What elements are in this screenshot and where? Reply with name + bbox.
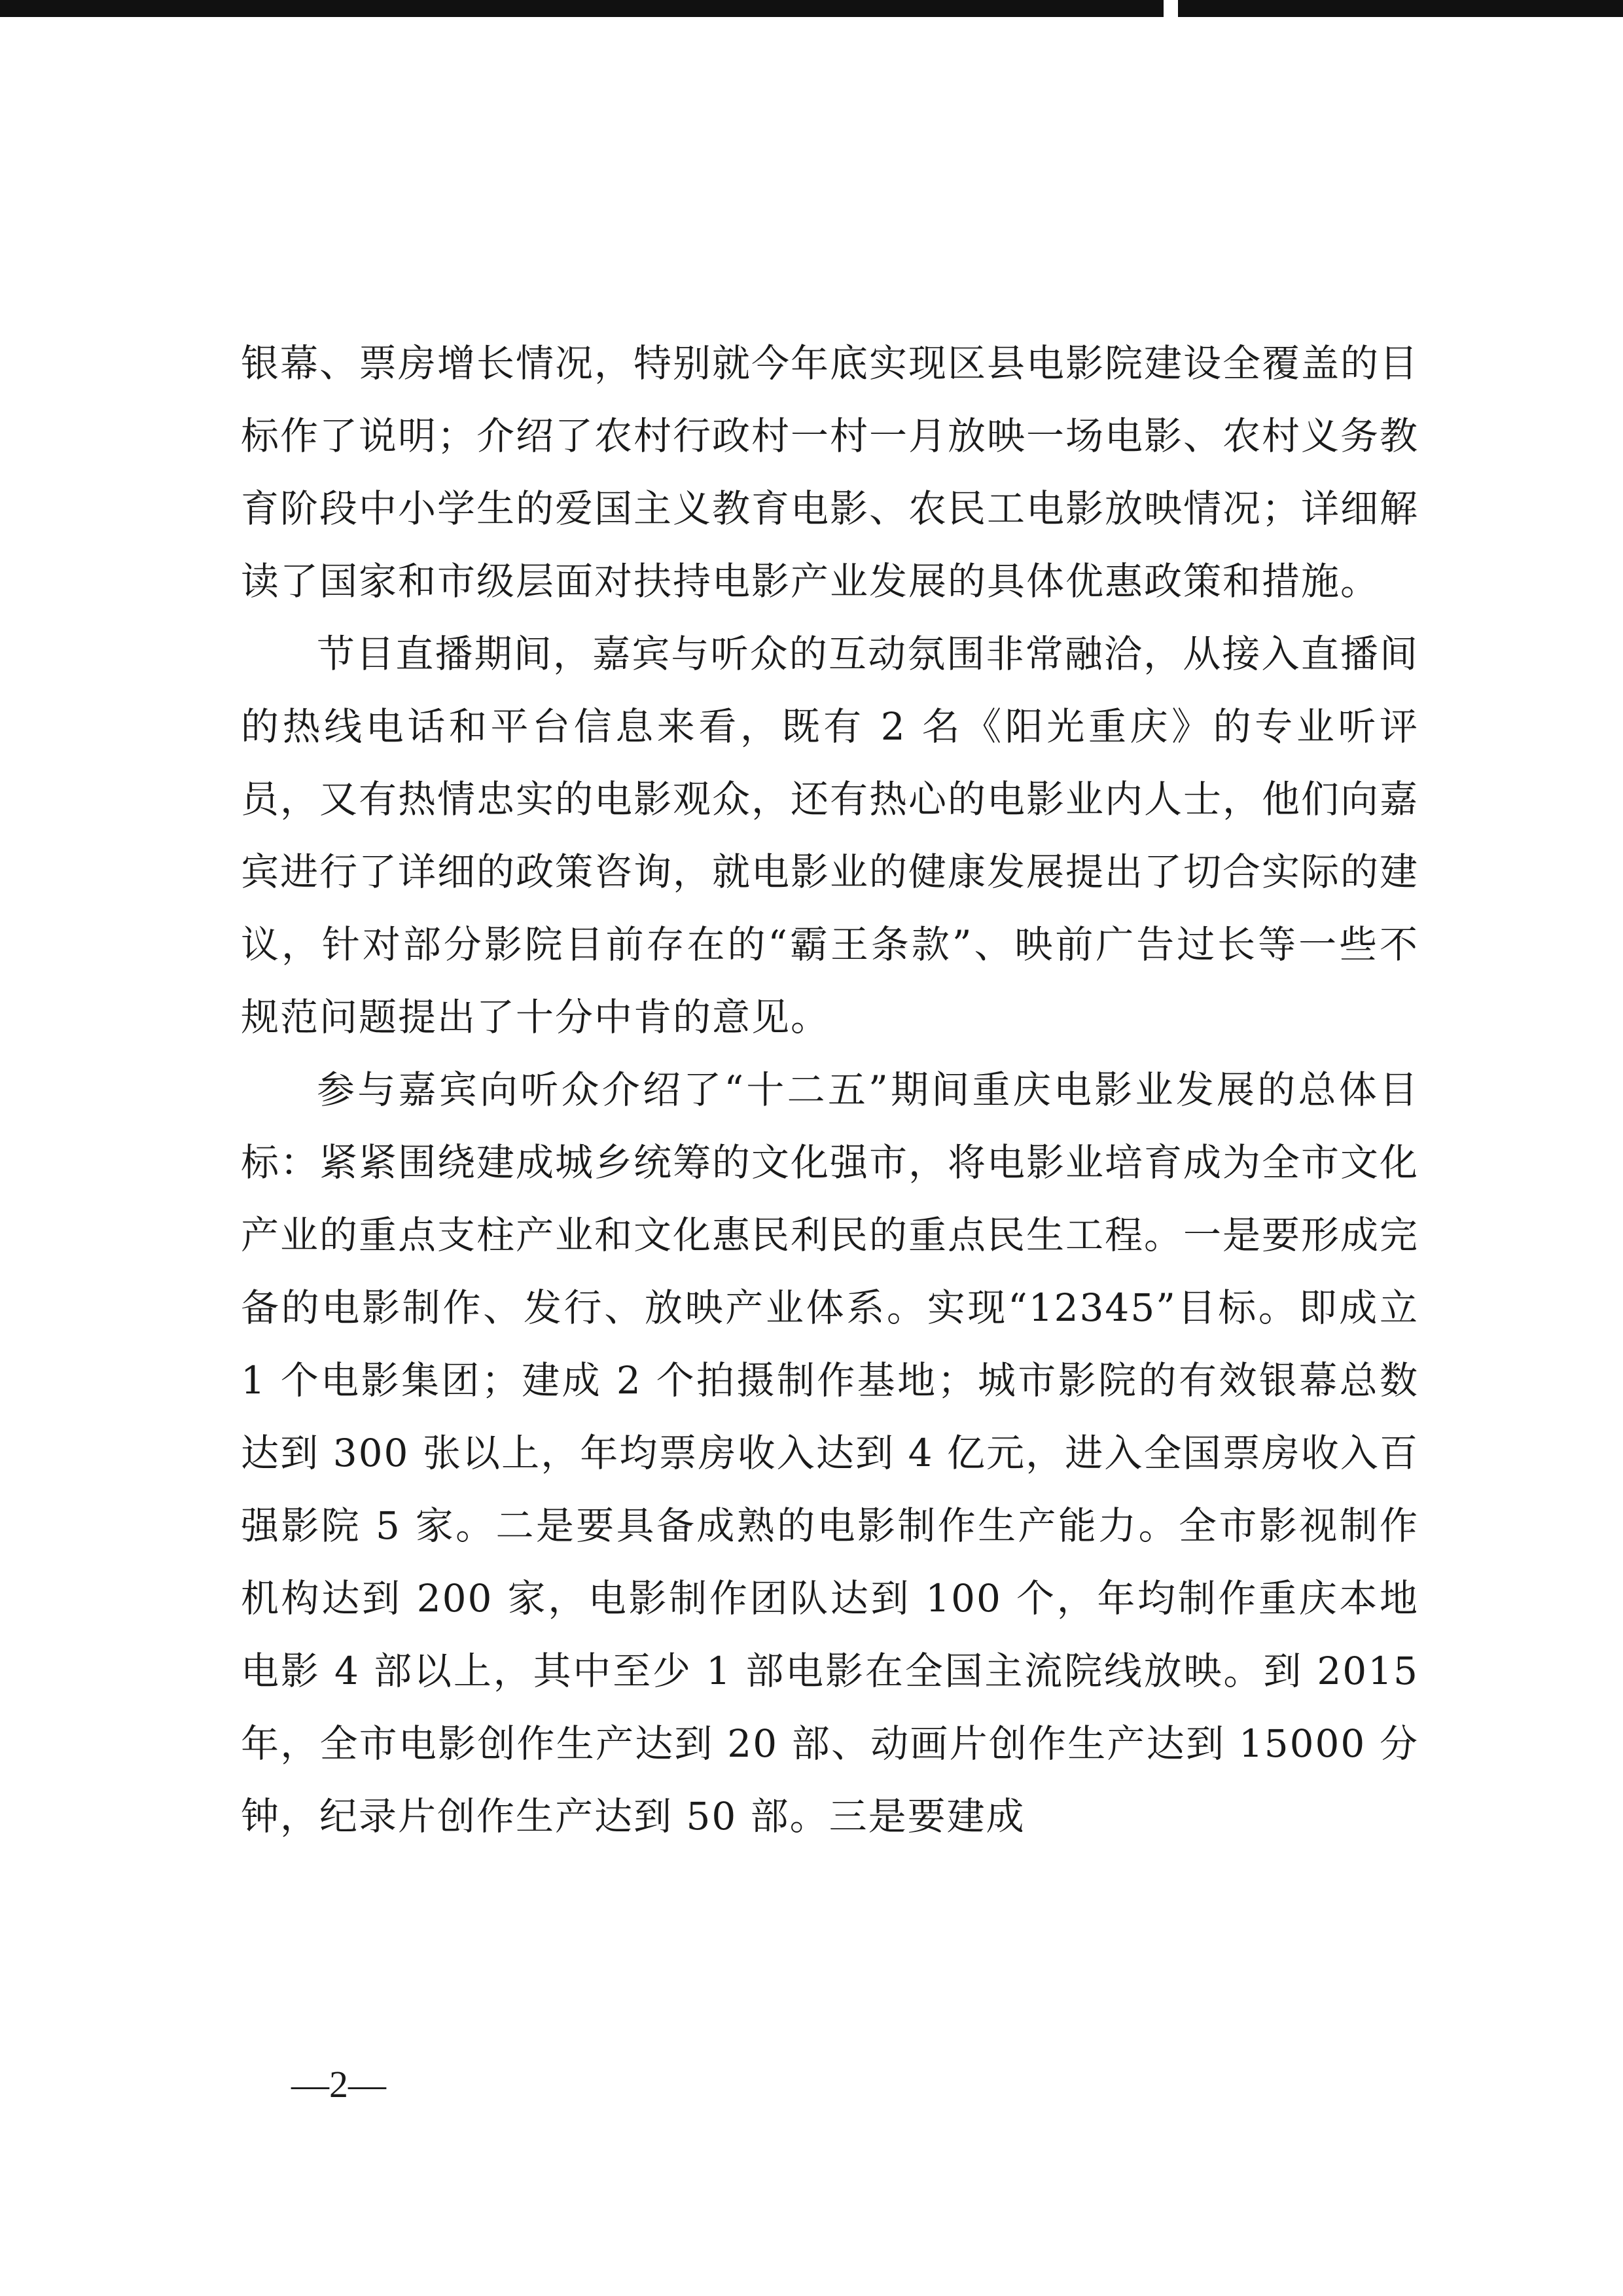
paragraph-goals: 参与嘉宾向听众介绍了“十二五”期间重庆电影业发展的总体目标：紧紧围绕建成城乡统筹的文化强市，将电影业培育成为全市文化产业的重点支柱产业和文化惠民利民的重点民生工程。一是要形成完备的电影制作、发行、放映产业体系。实现“12345”目标。即成立 1 个电影集团；建成 2 个拍摄制作基地；城市影院的有效银幕总数达到 300 张以上，年均票房收入达到 4 亿元，进入全国票房收入百强影院 5 家。二是要具备成熟的电影制作生产能力。全市影视制作机构达到 200 家，电影制作团队达到 100 个，年均制作重庆本地电影 4 部以上，其中至少 1 部电影在全国主流院线放映。到 2015 年，全市电影创作生产达到 20 部、动画片创作生产达到 15000 分钟，纪录片创作生产达到 50 部。三是要建成 (241, 1067, 1419, 1839)
scan-edge-bar-left (0, 0, 1164, 17)
scan-edge-bar-right (1178, 0, 1623, 17)
paragraph-interaction: 节目直播期间，嘉宾与听众的互动氛围非常融洽，从接入直播间的热线电话和平台信息来看，既有 2 名《阳光重庆》的专业听评员，又有热情忠实的电影观众，还有热心的电影业内人士，他们向嘉宾进行了详细的政策咨询，就电影业的健康发展提出了切合实际的建议，针对部分影院目前存在的“霸王条款”、映前广告过长等一些不规范问题提出了十分中肯的意见。 (241, 632, 1419, 1039)
paragraph-continuation: 银幕、票房增长情况，特别就今年底实现区县电影院建设全覆盖的目标作了说明；介绍了农村行政村一村一月放映一场电影、农村义务教育阶段中小学生的爱国主义教育电影、农民工电影放映情况；详细解读了国家和市级层面对扶持电影产业发展的具体优惠政策和措施。 (241, 341, 1419, 603)
page-number: —2— (291, 2063, 386, 2106)
document-body (241, 327, 1419, 1853)
